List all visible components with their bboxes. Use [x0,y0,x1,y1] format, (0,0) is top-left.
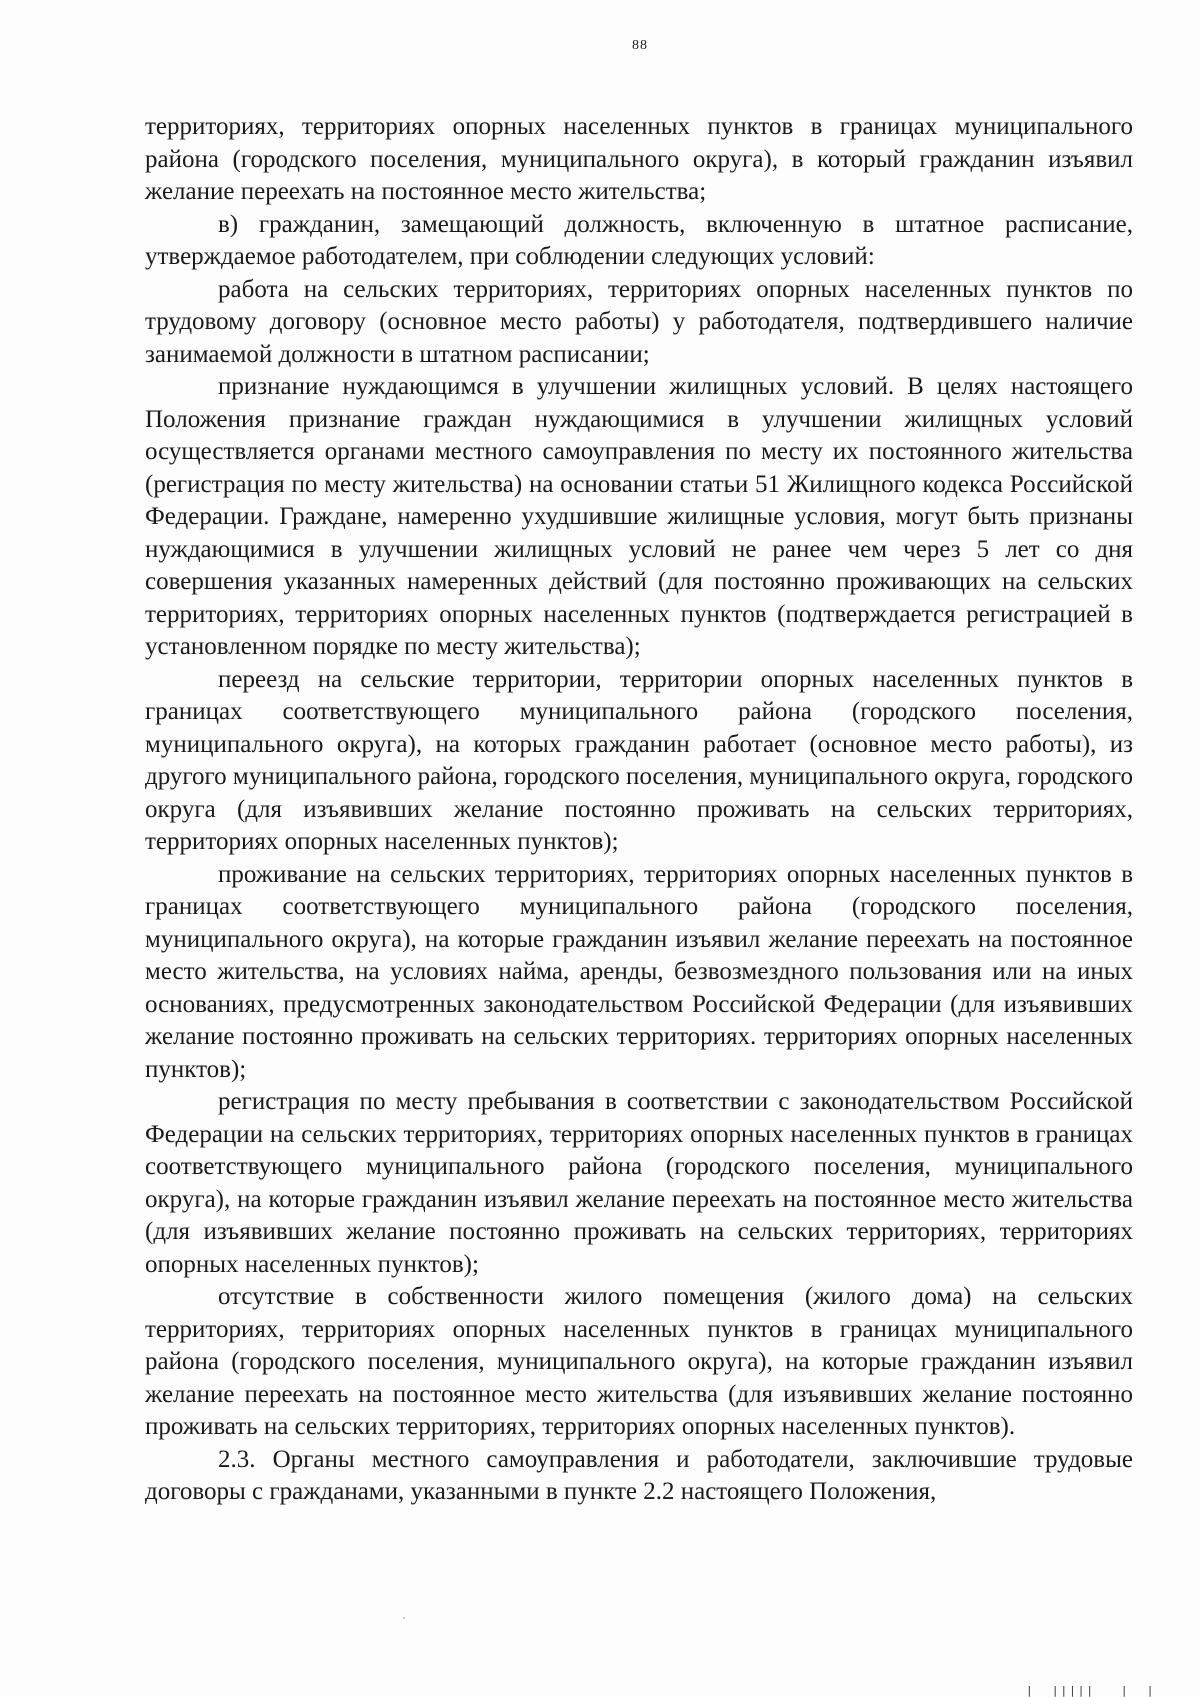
scan-artifact-marks: | ||||| | | [1026,1684,1156,1697]
scan-artifact-dot [403,1617,405,1619]
paragraph-continuation: территориях, территориях опорных населенных пунктов в границах муниципального района (городского поселения, муниципального округа), в который гражданин изъявил желание переехать на постоянное место жительства; [145,113,1133,205]
paragraph-item-v: в) гражданин, замещающий должность, включенную в штатное расписание, утверждаемое работодателем, при соблюдении следующих условий: [145,210,1133,270]
paragraph-condition-registration: регистрация по месту пребывания в соответствии с законодательством Российской Федерации на сельских территориях, территориях опорных населенных пунктов в границах соответствующего муниципального района (городского поселения, муниципального округа), на которые гражданин изъявил желание переехать на постоянное место жительства (для изъявивших желание постоянно проживать на сельских территориях, территориях опорных населенных пунктов); [145,1088,1133,1278]
paragraph-condition-residence: проживание на сельских территориях, территориях опорных населенных пунктов в границах соответствующего муниципального района (городского поселения, муниципального округа), на которые гражданин изъявил желание переехать на постоянное место жительства, на условиях найма, аренды, безвозмездного пользования или на иных основаниях, предусмотренных законодательством Российской Федерации (для изъявивших желание постоянно проживать на сельских территориях. территориях опорных населенных пунктов); [145,860,1133,1083]
page-number: 88 [632,38,648,53]
paragraph-condition-housing-need: признание нуждающимся в улучшении жилищных условий. В целях настоящего Положения признание граждан нуждающимися в улучшении жилищных условий осуществляется органами местного самоуправления по месту их постоянного жительства (регистрация по месту жительства) на основании статьи 51 Жилищного кодекса Российской Федерации. Граждане, намеренно ухудшившие жилищные условия, могут быть признаны нуждающимися в улучшении жилищных условий не ранее чем через 5 лет со дня совершения указанных намеренных действий (для постоянно проживающих на сельских территориях, территориях опорных населенных пунктов (подтверждается регистрацией в установленном порядке по месту жительства); [145,373,1133,660]
document-body [145,111,1133,1509]
paragraph-section-2-3: 2.3. Органы местного самоуправления и работодатели, заключившие трудовые договоры с гражданами, указанными в пункте 2.2 настоящего Положения, [145,1445,1133,1505]
paragraph-condition-no-property: отсутствие в собственности жилого помещения (жилого дома) на сельских территориях, территориях опорных населенных пунктов в границах муниципального района (городского поселения, муниципального округа), на которые гражданин изъявил желание переехать на постоянное место жительства (для изъявивших желание постоянно проживать на сельских территориях, территориях опорных населенных пунктов). [145,1283,1133,1440]
paragraph-condition-work: работа на сельских территориях, территориях опорных населенных пунктов по трудовому договору (основное место работы) у работодателя, подтвердившего наличие занимаемой должности в штатном расписании; [145,275,1133,368]
paragraph-condition-relocation: переезд на сельские территории, территории опорных населенных пунктов в границах соответствующего муниципального района (городского поселения, муниципального округа), на которых гражданин работает (основное место работы), из другого муниципального района, городского поселения, муниципального округа, городского округа (для изъявивших желание постоянно проживать на сельских территориях, территориях опорных населенных пунктов); [145,665,1133,855]
